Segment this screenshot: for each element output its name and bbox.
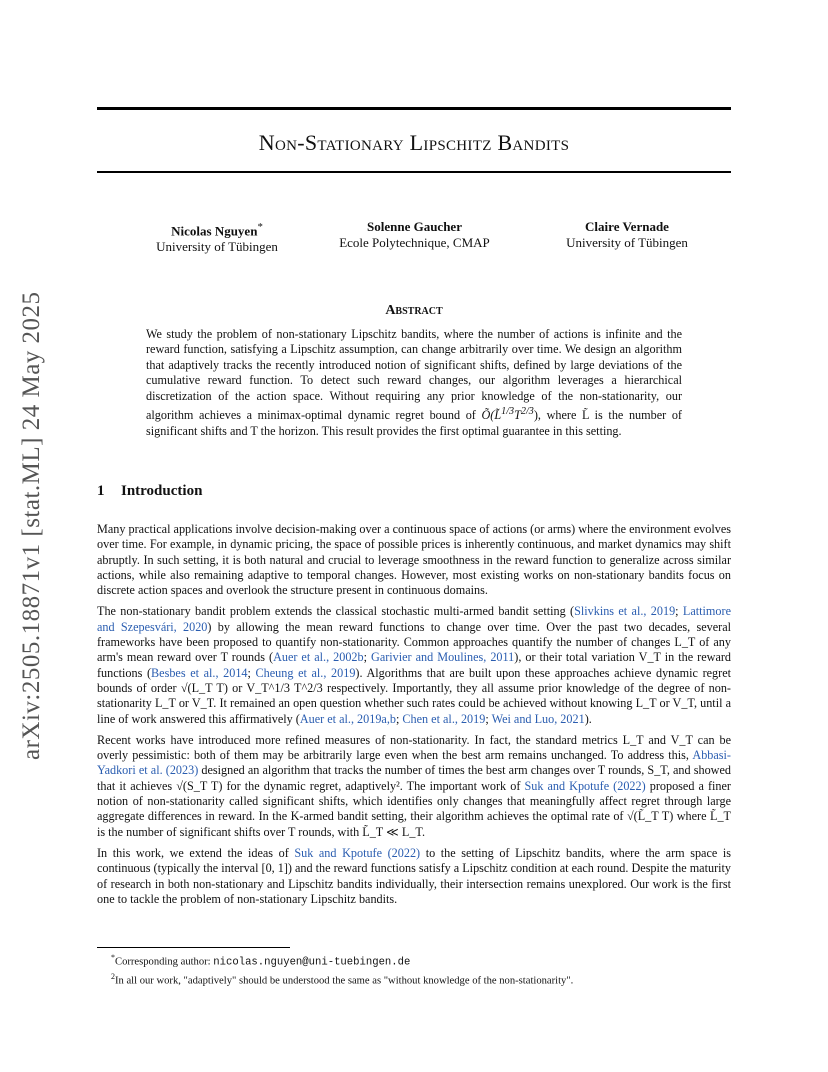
- citation-link[interactable]: Slivkins et al., 2019: [574, 604, 676, 619]
- footnote-2: $^2$In all our work, "adaptively" should be understood the same as "without knowledge of the non-stationarity".: [111, 971, 574, 987]
- abstract-body: We study the problem of non-stationary Lipschitz bandits, where the number of actions is infinite and the reward function, satisfying a Lipschitz assumption, can change arbitrarily over time. We design an algorithm that adaptively tracks the recently introduced notion of significant shifts, defined by large deviations of the cumulative reward function. To detect such reward changes, our algorithm leverages a hierarchical discretization of the action space. Without requiring any prior knowledge of the non-stationarity, our algorithm achieves a minimax-optimal dynamic regret bound of $Õ(L̃^{1/3}T^{2/3})$, where L̃ is the number of significant shifts and T the horizon. This result provides the first optimal guarantee in this setting.: [146, 327, 682, 438]
- author-1: [142, 219, 292, 255]
- section-title: Introduction: [121, 483, 203, 499]
- citation-link[interactable]: Garivier and Moulines, 2011: [371, 650, 515, 665]
- section-number: 1: [97, 483, 105, 499]
- citation-link[interactable]: Abbasi-Yadkori et al. (2023): [97, 748, 731, 778]
- citation-link[interactable]: Suk and Kpotufe (2022): [294, 845, 421, 860]
- citation-link[interactable]: Auer et al., 2019a,b: [299, 711, 396, 726]
- citation-link[interactable]: Auer et al., 2002b: [273, 650, 364, 665]
- section-heading-introduction: [97, 483, 202, 500]
- author-2-name: Solenne Gaucher: [367, 219, 462, 234]
- author-3-affiliation: University of Tübingen: [566, 235, 688, 250]
- email-address[interactable]: nicolas.nguyen@uni-tuebingen.de: [213, 956, 411, 969]
- author-1-mark: *: [257, 221, 263, 233]
- author-3: [542, 219, 712, 251]
- citation-link[interactable]: Cheung et al., 2019: [255, 665, 356, 680]
- paper-title: Non-Stationary Lipschitz Bandits: [258, 130, 570, 155]
- introduction-body: [97, 522, 731, 913]
- title-rule-top: [97, 107, 731, 110]
- citation-link[interactable]: Lattimore and Szepesvári, 2020: [97, 604, 731, 634]
- arxiv-id-text: arXiv:2505.18871v1 [stat.ML] 24 May 2025: [18, 291, 45, 760]
- footnote-1: *Corresponding author: nicolas.nguyen@uni-tuebingen.de: [111, 953, 411, 969]
- author-1-name: Nicolas Nguyen: [171, 223, 258, 239]
- author-2: [327, 219, 502, 251]
- author-2-affiliation: Ecole Polytechnique, CMAP: [339, 235, 490, 250]
- abstract-text-1: We study the problem of non-stationary Lipschitz bandits, where the number of actions is infinite and the reward function, satisfying a Lipschitz assumption, can change arbitrarily over time. We design an algorithm that adaptively tracks the recently introduced notion of significant shifts, defined by large deviations of the cumulative reward function. To detect such reward changes, our algorithm leverages a hierarchical discretization of the action space. Without requiring any prior knowledge of the non-stationarity, our algorithm achieves a minimax-optimal dynamic regret bound of: [146, 327, 682, 423]
- arxiv-margin-identifier: [18, 290, 46, 760]
- paragraph-4: In this work, we extend the ideas of Suk and Kpotufe (2022) to the setting of Lipschitz bandits, where the arm space is continuous (typically the interval [0, 1]) and the reward functions satisfy a Lipschitz condition at each round. Despite the maturity of research in both non-stationary and Lipschitz bandits individually, their intersection remains unexplored. Our work is the first one to tackle the problem of non-stationary Lipschitz bandits.: [97, 845, 731, 906]
- abstract-text-2: where L̃ is the number of significant shifts and T the horizon. This result provides the first optimal guarantee in this setting.: [146, 408, 682, 438]
- author-3-name: Claire Vernade: [585, 219, 669, 234]
- title-rule-bottom: [97, 171, 731, 173]
- footnotes: [111, 951, 731, 988]
- author-1-affiliation: University of Tübingen: [156, 239, 278, 255]
- paragraph-2: The non-stationary bandit problem extends the classical stochastic multi-armed bandit setting (Slivkins et al., 2019; Lattimore and Szepesvári, 2020) by allowing the mean reward functions to change over time. Over the past two decades, several frameworks have been proposed to quantify non-stationarity. Common approaches quantify the number of changes L_T of any arm's mean reward over T rounds (Auer et al., 2002b; Garivier and Moulines, 2011), or their total variation V_T in the reward functions (Besbes et al., 2014; Cheung et al., 2019). Algorithms that are built upon these approaches achieve dynamic regret bounds of order √(L_T T) or V_T^1/3 T^2/3 respectively. Importantly, they all assume prior knowledge of the degree of non-stationarity L_T or V_T. It remained an open question whether such rates could be achieved without knowing L_T or V_T, until a line of work answered this affirmatively (Auer et al., 2019a,b; Chen et al., 2019; Wei and Luo, 2021).: [97, 604, 731, 726]
- citation-link[interactable]: Besbes et al., 2014: [151, 665, 248, 680]
- citation-link[interactable]: Suk and Kpotufe (2022): [524, 778, 646, 793]
- footnote-rule: [97, 947, 290, 948]
- abstract-heading: Abstract: [385, 303, 443, 318]
- citation-link[interactable]: Chen et al., 2019: [402, 711, 486, 726]
- paragraph-1: Many practical applications involve decision-making over a continuous space of actions (or arms) where the environment evolves over time. For example, in dynamic pricing, the space of possible prices is inherently continuous, and market dynamics may shift abruptly. In such setting, it is both natural and crucial to leverage smoothness in the reward function to generalize across similar actions, while also remaining adaptive to temporal changes. However, most existing works on non-stationary bandits focus on discrete action spaces and overlook the structure present in continuous domains.: [97, 522, 731, 598]
- citation-link[interactable]: Wei and Luo, 2021: [491, 711, 585, 726]
- abstract-bound: $Õ(L̃^{1/3}T^{2/3}$: [481, 406, 534, 423]
- paragraph-3: Recent works have introduced more refined measures of non-stationarity. In fact, the standard metrics L_T and V_T can be overly pessimistic: both of them may be arbitrarily large even when the best arm remains unchanged. To address this, Abbasi-Yadkori et al. (2023) designed an algorithm that tracks the number of times the best arm changes over T rounds, S_T, and showed that it achieves √(S_T T) for the dynamic regret, adaptively². The important work of Suk and Kpotufe (2022) proposed a finer notion of non-stationarity called significant shifts, which identifies only changes that meaningfully affect regret through large aggregate differences in reward. In the K-armed bandit setting, their algorithm achieves the optimal rate of √(L̃_T T) where L̃_T is the number of significant shifts over T rounds, with L̃_T ≪ L_T.: [97, 732, 731, 839]
